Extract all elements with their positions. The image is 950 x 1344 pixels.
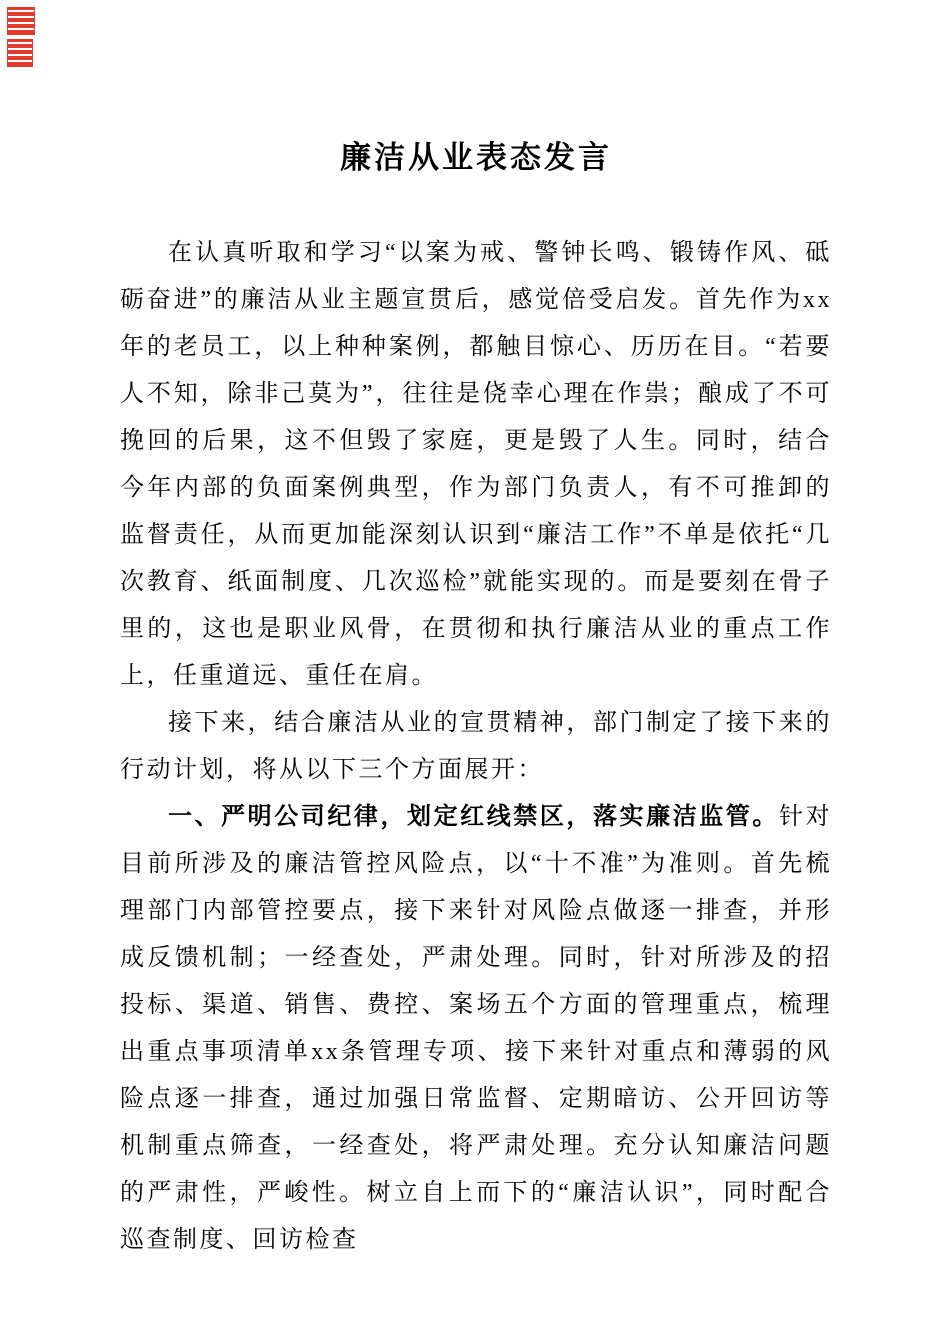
corner-stamp-marks xyxy=(6,6,46,76)
paragraph-3-heading: 一、严明公司纪律，划定红线禁区，落实廉洁监管。 xyxy=(168,804,779,830)
paragraph-1: 在认真听取和学习“以案为戒、警钟长鸣、锻铸作风、砥砺奋进”的廉洁从业主题宣贯后，感觉倍受启发。首先作为xx年的老员工，以上种种案例，都触目惊心、历历在目。“若要人不知，除非己莫为”，往往是侥幸心理在作祟；酿成了不可挽回的后果，这不但毁了家庭，更是毁了人生。同时，结合今年内部的负面案例典型，作为部门负责人，有不可推卸的监督责任，从而更加能深刻认识到“廉洁工作”不单是依托“几次教育、纸面制度、几次巡检”就能实现的。而是要刻在骨子里的，这也是职业风骨，在贯彻和执行廉洁从业的重点工作上，任重道远、重任在肩。 xyxy=(120,240,832,689)
paragraph-2: 接下来，结合廉洁从业的宣贯精神，部门制定了接下来的行动计划，将从以下三个方面展开： xyxy=(120,710,832,783)
paragraph-3 xyxy=(120,794,832,1264)
red-stamp-icon xyxy=(8,40,32,66)
red-stamp-icon xyxy=(8,8,34,34)
document-title: 廉洁从业表态发言 xyxy=(340,140,612,175)
paragraph-3-body: 针对目前所涉及的廉洁管控风险点，以“十不准”为准则。首先梳理部门内部管控要点，接下来针对风险点做逐一排查，并形成反馈机制；一经查处，严肃处理。同时，针对所涉及的招投标、渠道、销售、费控、案场五个方面的管理重点，梳理出重点事项清单xx条管理专项、接下来针对重点和薄弱的风险点逐一排查，通过加强日常监督、定期暗访、公开回访等机制重点筛查，一经查处，将严肃处理。充分认知廉洁问题的严肃性，严峻性。树立自上而下的“廉洁认识”，同时配合巡查制度、回访检查 xyxy=(120,804,832,1253)
